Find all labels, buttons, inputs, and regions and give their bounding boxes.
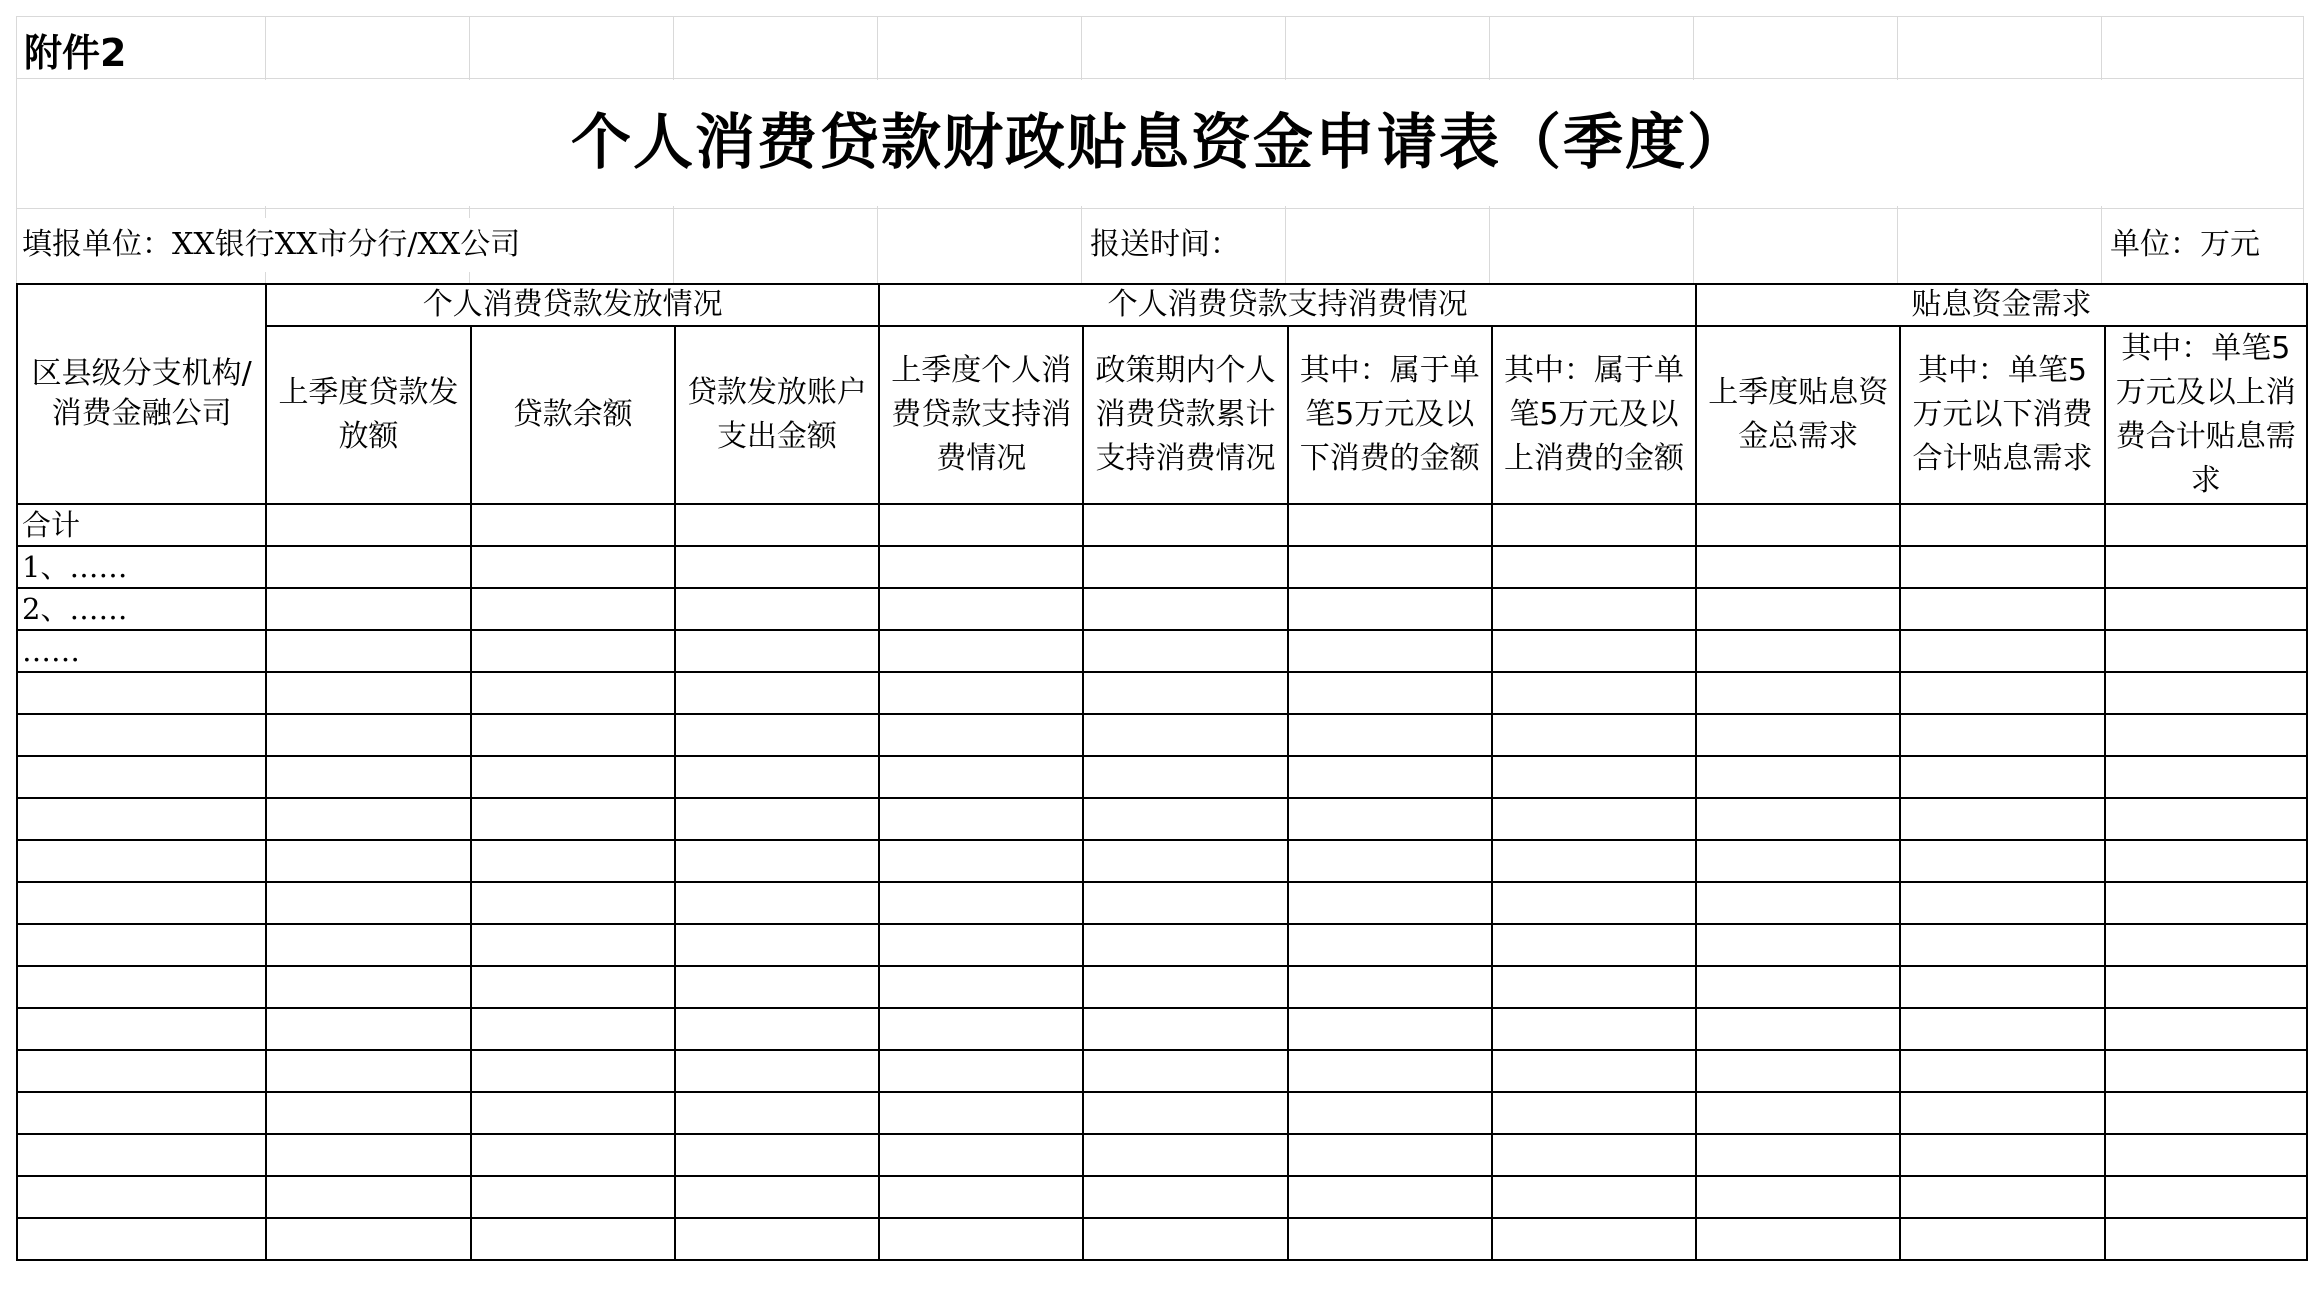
table-row: [17, 840, 2307, 882]
table-cell[interactable]: [879, 1092, 1083, 1134]
table-cell[interactable]: [1492, 840, 1696, 882]
table-cell[interactable]: [471, 924, 675, 966]
table-cell[interactable]: [879, 924, 1083, 966]
table-cell[interactable]: [266, 504, 470, 546]
table-row: [17, 1092, 2307, 1134]
table-cell[interactable]: [1900, 672, 2104, 714]
table-cell[interactable]: [879, 840, 1083, 882]
table-cell[interactable]: [1696, 714, 1900, 756]
group-header-issuance: 个人消费贷款发放情况: [266, 284, 879, 326]
row-label: [17, 840, 266, 882]
table-cell[interactable]: [471, 966, 675, 1008]
table-cell[interactable]: [1492, 1092, 1696, 1134]
table-cell[interactable]: [1288, 1218, 1492, 1260]
table-cell[interactable]: [1288, 588, 1492, 630]
table-cell[interactable]: [675, 798, 879, 840]
table-cell[interactable]: [1083, 840, 1287, 882]
table-cell[interactable]: [2105, 714, 2307, 756]
table-cell[interactable]: [1900, 1008, 2104, 1050]
table-row: [17, 714, 2307, 756]
table-cell[interactable]: [1492, 672, 1696, 714]
table-row: [17, 1050, 2307, 1092]
table-cell[interactable]: [1696, 588, 1900, 630]
table-cell[interactable]: [879, 1176, 1083, 1218]
table-cell[interactable]: [266, 546, 470, 588]
table-cell[interactable]: [1288, 630, 1492, 672]
table-cell[interactable]: [1696, 1092, 1900, 1134]
table-cell[interactable]: [471, 714, 675, 756]
table-row: [17, 1218, 2307, 1260]
table-cell[interactable]: [266, 714, 470, 756]
table-cell[interactable]: [1900, 1218, 2104, 1260]
table-row: [17, 672, 2307, 714]
table-cell[interactable]: [1696, 882, 1900, 924]
attachment-label: 附件2: [24, 31, 127, 75]
table-cell[interactable]: [1492, 924, 1696, 966]
col-header-above-5w: 其中：属于单笔5万元及以上消费的金额: [1492, 326, 1696, 504]
table-cell[interactable]: [266, 840, 470, 882]
table-cell[interactable]: [471, 840, 675, 882]
table-row: [17, 756, 2307, 798]
row-label: ……: [17, 630, 266, 672]
table-cell[interactable]: [266, 966, 470, 1008]
table-cell[interactable]: [1492, 798, 1696, 840]
table-cell[interactable]: [1492, 504, 1696, 546]
table-cell[interactable]: [1288, 1092, 1492, 1134]
table-cell[interactable]: [471, 588, 675, 630]
row-label: [17, 966, 266, 1008]
table-cell[interactable]: [675, 714, 879, 756]
table-cell[interactable]: [266, 588, 470, 630]
table-cell[interactable]: [1696, 756, 1900, 798]
table-cell[interactable]: [2105, 630, 2307, 672]
table-cell[interactable]: [1696, 1050, 1900, 1092]
col-header-below-5w: 其中：属于单笔5万元及以下消费的金额: [1288, 326, 1492, 504]
table-cell[interactable]: [2105, 1092, 2307, 1134]
table-cell[interactable]: [1492, 1050, 1696, 1092]
table-cell[interactable]: [1083, 1050, 1287, 1092]
table-cell[interactable]: [675, 630, 879, 672]
table-cell[interactable]: [1492, 1008, 1696, 1050]
table-cell[interactable]: [471, 546, 675, 588]
table-cell[interactable]: [879, 882, 1083, 924]
table-cell[interactable]: [879, 1008, 1083, 1050]
row-label: [17, 1134, 266, 1176]
table-cell[interactable]: [1900, 630, 2104, 672]
table-cell[interactable]: [1083, 1218, 1287, 1260]
gridline-horizontal: [16, 78, 2304, 79]
table-cell[interactable]: [675, 1134, 879, 1176]
table-cell[interactable]: [879, 1134, 1083, 1176]
table-row: [17, 630, 2307, 672]
table-cell[interactable]: [1288, 924, 1492, 966]
row-label: [17, 1176, 266, 1218]
table-cell[interactable]: [675, 588, 879, 630]
table-cell[interactable]: [675, 672, 879, 714]
table-cell[interactable]: [266, 882, 470, 924]
row-label: [17, 1092, 266, 1134]
table-cell[interactable]: [1492, 1134, 1696, 1176]
table-cell[interactable]: [266, 1008, 470, 1050]
table-cell[interactable]: [471, 1050, 675, 1092]
col-header-last-quarter-issuance: 上季度贷款发放额: [266, 326, 470, 504]
table-cell[interactable]: [1900, 504, 2104, 546]
table-cell[interactable]: [1288, 882, 1492, 924]
table-cell[interactable]: [1900, 588, 2104, 630]
table-cell[interactable]: [2105, 504, 2307, 546]
table-cell[interactable]: [1083, 588, 1287, 630]
table-cell[interactable]: [1288, 798, 1492, 840]
table-cell[interactable]: [675, 1008, 879, 1050]
table-cell[interactable]: [1083, 630, 1287, 672]
table-cell[interactable]: [2105, 882, 2307, 924]
group-header-consumption-support: 个人消费贷款支持消费情况: [879, 284, 1696, 326]
table-cell[interactable]: [471, 1134, 675, 1176]
table-cell[interactable]: [879, 966, 1083, 1008]
table-cell[interactable]: [1288, 504, 1492, 546]
application-table: [16, 283, 2308, 1261]
table-cell[interactable]: [1083, 966, 1287, 1008]
table-cell[interactable]: [1083, 714, 1287, 756]
table-cell[interactable]: [879, 1050, 1083, 1092]
table-cell[interactable]: [1083, 756, 1287, 798]
table-row: [17, 1176, 2307, 1218]
table-cell[interactable]: [1900, 756, 2104, 798]
table-cell[interactable]: [675, 546, 879, 588]
table-cell[interactable]: [1900, 882, 2104, 924]
gridline-vertical: [2303, 16, 2304, 284]
table-cell[interactable]: [1696, 504, 1900, 546]
table-cell[interactable]: [1900, 1092, 2104, 1134]
table-cell[interactable]: [1288, 714, 1492, 756]
amount-unit: 单位：万元: [2110, 218, 2260, 272]
table-cell[interactable]: [1900, 714, 2104, 756]
table-cell[interactable]: [1696, 924, 1900, 966]
gridline-horizontal: [16, 16, 2304, 17]
table-cell[interactable]: [1288, 840, 1492, 882]
table-cell[interactable]: [675, 1092, 879, 1134]
table-cell[interactable]: [2105, 966, 2307, 1008]
table-cell[interactable]: [1900, 966, 2104, 1008]
table-cell[interactable]: [1083, 672, 1287, 714]
form-title: 个人消费贷款财政贴息资金申请表（季度）: [18, 80, 2302, 206]
table-cell[interactable]: [1288, 1008, 1492, 1050]
table-cell[interactable]: [266, 1050, 470, 1092]
row-label: 合计: [17, 504, 266, 546]
table-cell[interactable]: [2105, 672, 2307, 714]
table-cell[interactable]: [1696, 798, 1900, 840]
table-cell[interactable]: [675, 504, 879, 546]
row-label: [17, 882, 266, 924]
table-cell[interactable]: [1083, 798, 1287, 840]
table-cell[interactable]: [879, 546, 1083, 588]
row-label: [17, 756, 266, 798]
table-cell[interactable]: [1288, 546, 1492, 588]
table-cell[interactable]: [1288, 966, 1492, 1008]
table-cell[interactable]: [1083, 1092, 1287, 1134]
table-cell[interactable]: [2105, 546, 2307, 588]
table-cell[interactable]: [471, 504, 675, 546]
table-cell[interactable]: [1696, 1134, 1900, 1176]
table-cell[interactable]: [471, 1176, 675, 1218]
table-cell[interactable]: [471, 756, 675, 798]
table-cell[interactable]: [2105, 588, 2307, 630]
table-cell[interactable]: [1900, 1176, 2104, 1218]
table-cell[interactable]: [879, 588, 1083, 630]
table-cell[interactable]: [675, 1050, 879, 1092]
table-row: [17, 1008, 2307, 1050]
table-cell[interactable]: [2105, 1134, 2307, 1176]
table-cell[interactable]: [675, 840, 879, 882]
col-header-account-expenditure: 贷款发放账户支出金额: [675, 326, 879, 504]
table-cell[interactable]: [2105, 1176, 2307, 1218]
table-cell[interactable]: [266, 672, 470, 714]
col-header-cumulative-support: 政策期内个人消费贷款累计支持消费情况: [1083, 326, 1287, 504]
table-cell[interactable]: [1900, 798, 2104, 840]
row-label: [17, 1050, 266, 1092]
table-cell[interactable]: [266, 1092, 470, 1134]
row-label: [17, 1218, 266, 1260]
table-cell[interactable]: [1288, 1134, 1492, 1176]
table-cell[interactable]: [879, 756, 1083, 798]
table-cell[interactable]: [1288, 1050, 1492, 1092]
table-cell[interactable]: [1492, 588, 1696, 630]
table-cell[interactable]: [1696, 840, 1900, 882]
table-cell[interactable]: [1492, 1176, 1696, 1218]
table-cell[interactable]: [2105, 798, 2307, 840]
table-cell[interactable]: [1696, 630, 1900, 672]
row-label: 1、……: [17, 546, 266, 588]
table-row: [17, 546, 2307, 588]
table-cell[interactable]: [879, 672, 1083, 714]
table-cell[interactable]: [675, 1176, 879, 1218]
table-row: [17, 504, 2307, 546]
table-cell[interactable]: [1492, 546, 1696, 588]
table-cell[interactable]: [1696, 1008, 1900, 1050]
row-label: [17, 1008, 266, 1050]
gridline-vertical: [16, 16, 17, 284]
table-cell[interactable]: [266, 924, 470, 966]
table-cell[interactable]: [1492, 714, 1696, 756]
table-cell[interactable]: [879, 630, 1083, 672]
row-label: 2、……: [17, 588, 266, 630]
table-cell[interactable]: [879, 1218, 1083, 1260]
table-cell[interactable]: [675, 882, 879, 924]
group-header-subsidy-demand: 贴息资金需求: [1696, 284, 2307, 326]
table-cell[interactable]: [1492, 966, 1696, 1008]
table-row: [17, 798, 2307, 840]
table-cell[interactable]: [1696, 546, 1900, 588]
table-cell[interactable]: [1288, 1176, 1492, 1218]
table-cell[interactable]: [879, 714, 1083, 756]
table-cell[interactable]: [266, 1134, 470, 1176]
table-cell[interactable]: [675, 1218, 879, 1260]
table-cell[interactable]: [675, 966, 879, 1008]
table-row: [17, 966, 2307, 1008]
table-cell[interactable]: [675, 756, 879, 798]
col-header-loan-balance: 贷款余额: [471, 326, 675, 504]
table-cell[interactable]: [1900, 546, 2104, 588]
table-cell[interactable]: [1900, 1134, 2104, 1176]
filing-unit: 填报单位：XX银行XX市分行/XX公司: [22, 218, 520, 272]
table-cell[interactable]: [879, 504, 1083, 546]
table-cell[interactable]: [266, 630, 470, 672]
table-cell[interactable]: [1083, 546, 1287, 588]
col-header-subsidy-below-5w: 其中：单笔5万元以下消费合计贴息需求: [1900, 326, 2104, 504]
table-cell[interactable]: [1288, 672, 1492, 714]
table-cell[interactable]: [266, 798, 470, 840]
table-cell[interactable]: [471, 1218, 675, 1260]
table-cell[interactable]: [1492, 1218, 1696, 1260]
row-label: [17, 924, 266, 966]
table-cell[interactable]: [266, 1176, 470, 1218]
table-cell[interactable]: [471, 630, 675, 672]
table-cell[interactable]: [1492, 882, 1696, 924]
table-cell[interactable]: [1083, 1008, 1287, 1050]
table-cell[interactable]: [675, 924, 879, 966]
col-header-total-subsidy-demand: 上季度贴息资金总需求: [1696, 326, 1900, 504]
table-cell[interactable]: [471, 882, 675, 924]
table-row: [17, 924, 2307, 966]
table-cell[interactable]: [266, 756, 470, 798]
table-row: [17, 1134, 2307, 1176]
col-header-subsidy-above-5w: 其中：单笔5万元及以上消费合计贴息需求: [2105, 326, 2307, 504]
table-cell[interactable]: [1083, 1134, 1287, 1176]
row-label: [17, 672, 266, 714]
table-cell[interactable]: [471, 798, 675, 840]
table-cell[interactable]: [1288, 756, 1492, 798]
table-cell[interactable]: [1492, 630, 1696, 672]
table-row: [17, 588, 2307, 630]
table-cell[interactable]: [1083, 924, 1287, 966]
table-cell[interactable]: [2105, 756, 2307, 798]
table-cell[interactable]: [1492, 756, 1696, 798]
row-label: [17, 798, 266, 840]
table-cell[interactable]: [471, 1092, 675, 1134]
table-cell[interactable]: [1696, 966, 1900, 1008]
table-cell[interactable]: [1900, 1050, 2104, 1092]
table-cell[interactable]: [266, 1218, 470, 1260]
table-cell[interactable]: [471, 672, 675, 714]
table-cell[interactable]: [471, 1008, 675, 1050]
row-label: [17, 714, 266, 756]
table-cell[interactable]: [1083, 504, 1287, 546]
table-cell[interactable]: [2105, 1218, 2307, 1260]
gridline-horizontal: [16, 208, 2304, 209]
col-header-last-quarter-support: 上季度个人消费贷款支持消费情况: [879, 326, 1083, 504]
table-cell[interactable]: [879, 798, 1083, 840]
table-cell[interactable]: [1083, 882, 1287, 924]
header-org: 区县级分支机构/消费金融公司: [17, 284, 266, 504]
table-cell[interactable]: [1083, 1176, 1287, 1218]
table-cell[interactable]: [2105, 1008, 2307, 1050]
table-cell[interactable]: [1696, 1218, 1900, 1260]
table-cell[interactable]: [1696, 1176, 1900, 1218]
table-cell[interactable]: [1900, 924, 2104, 966]
table-row: [17, 882, 2307, 924]
table-cell[interactable]: [1696, 672, 1900, 714]
table-cell[interactable]: [2105, 840, 2307, 882]
submit-time: 报送时间：: [1090, 218, 1240, 272]
table-cell[interactable]: [2105, 924, 2307, 966]
table-cell[interactable]: [1900, 840, 2104, 882]
table-cell[interactable]: [2105, 1050, 2307, 1092]
